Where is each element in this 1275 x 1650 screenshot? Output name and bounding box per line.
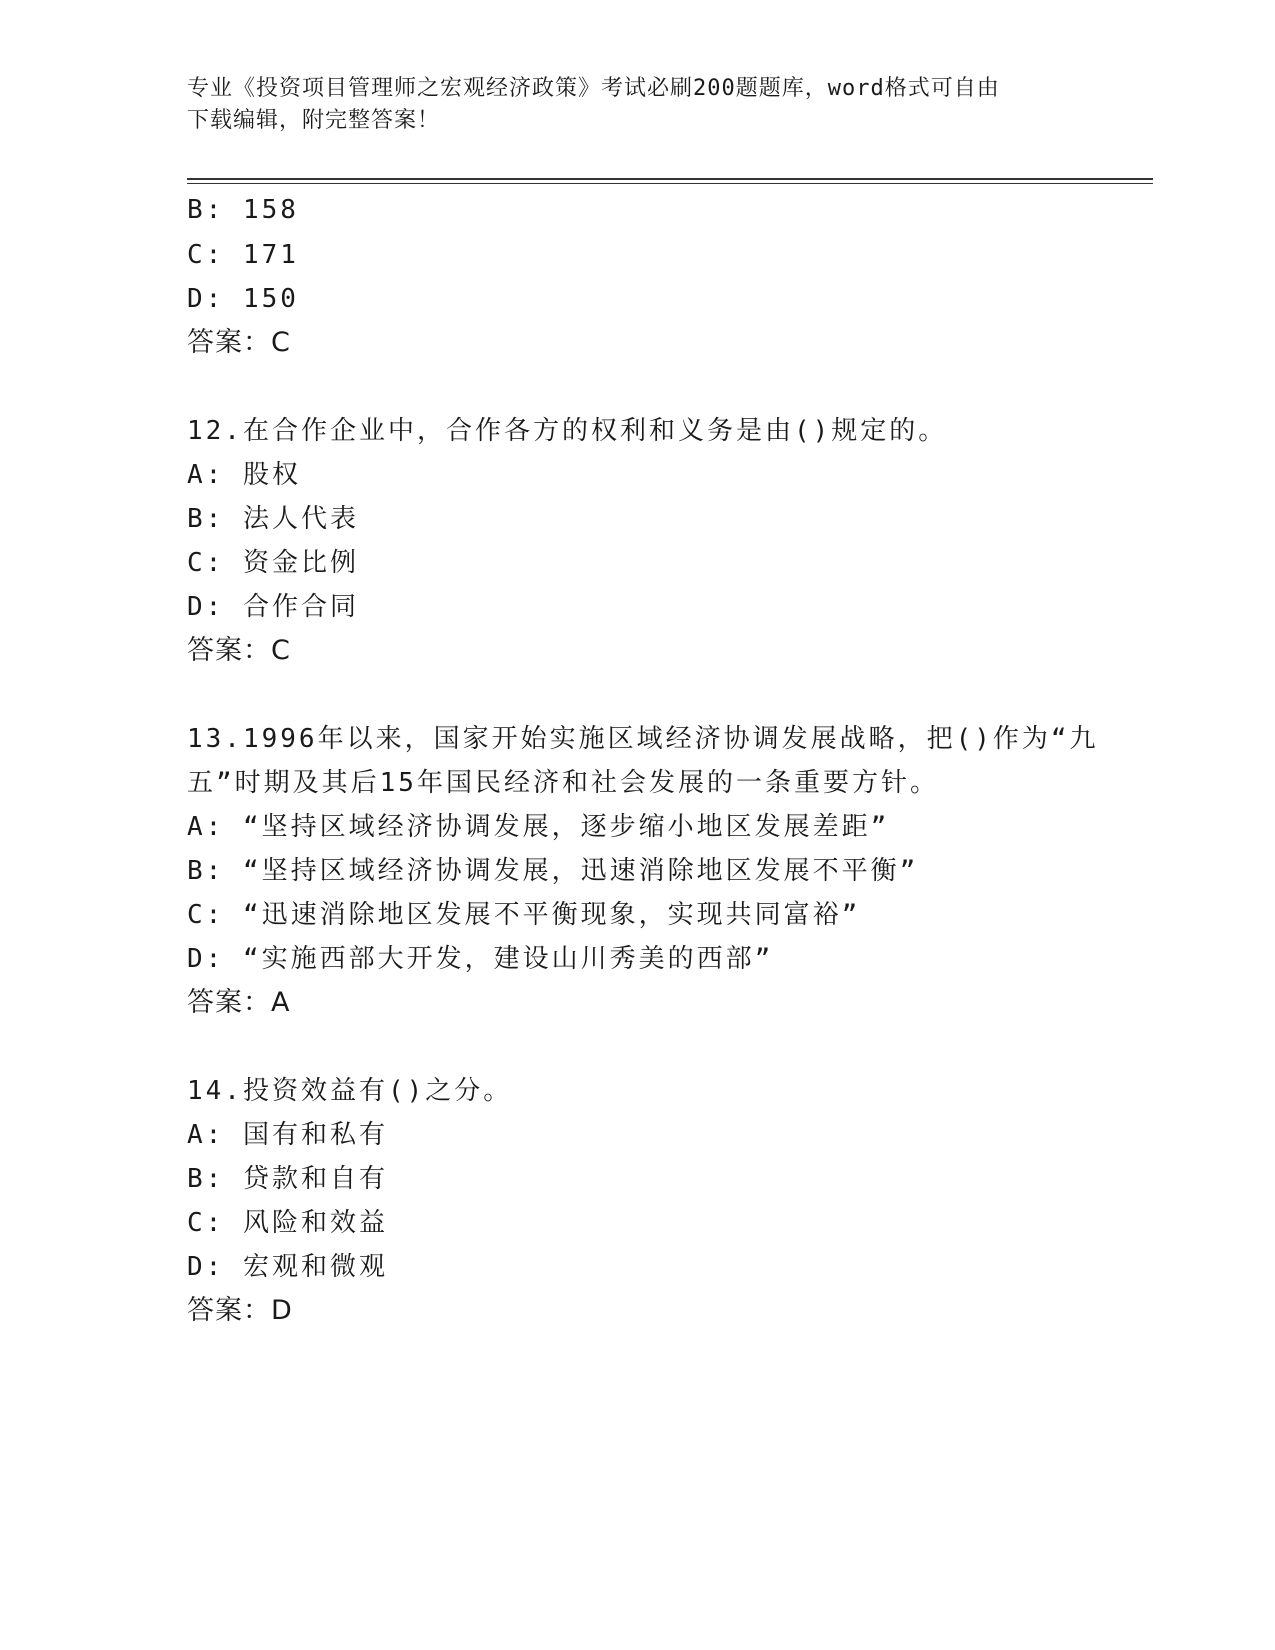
q12-question: 12.在合作企业中，合作各方的权利和义务是由()规定的。	[187, 416, 948, 446]
header-line-1: 专业《投资项目管理师之宏观经济政策》考试必刷200题题库，word格式可自由	[187, 76, 1000, 101]
q14-option-c: C: 风险和效益	[187, 1208, 388, 1238]
header-divider-thick	[187, 178, 1153, 180]
q13-option-a: A: “坚持区域经济协调发展，逐步缩小地区发展差距”	[187, 812, 890, 842]
q14-option-b: B: 贷款和自有	[187, 1164, 388, 1194]
header-line-2: 下载编辑，附完整答案！	[187, 108, 441, 133]
q12-option-a: A: 股权	[187, 460, 301, 490]
q13-question-line-2: 五”时期及其后15年国民经济和社会发展的一条重要方针。	[187, 768, 939, 798]
q14-answer: 答案：D	[187, 1295, 293, 1326]
q12-option-c: C: 资金比例	[187, 548, 359, 578]
q11-option-d: D: 150	[187, 284, 299, 314]
q12-option-d: D: 合作合同	[187, 592, 359, 622]
q13-question-line-1: 13.1996年以来，国家开始实施区域经济协调发展战略，把()作为“九	[187, 724, 1099, 754]
q12-answer: 答案：C	[187, 635, 291, 666]
q12-option-b: B: 法人代表	[187, 504, 359, 534]
q13-option-b: B: “坚持区域经济协调发展，迅速消除地区发展不平衡”	[187, 856, 919, 886]
q13-answer: 答案：A	[187, 987, 291, 1018]
q14-option-a: A: 国有和私有	[187, 1120, 388, 1150]
q14-option-d: D: 宏观和微观	[187, 1252, 388, 1282]
q13-option-d: D: “实施西部大开发，建设山川秀美的西部”	[187, 944, 774, 974]
q11-option-b: B: 158	[187, 195, 299, 225]
page-header	[187, 73, 1067, 137]
q11-answer: 答案：C	[187, 327, 291, 358]
header-divider-thin	[187, 183, 1153, 184]
q13-option-c: C: “迅速消除地区发展不平衡现象，实现共同富裕”	[187, 900, 861, 930]
q14-question: 14.投资效益有()之分。	[187, 1076, 513, 1106]
q11-option-c: C: 171	[187, 240, 299, 270]
